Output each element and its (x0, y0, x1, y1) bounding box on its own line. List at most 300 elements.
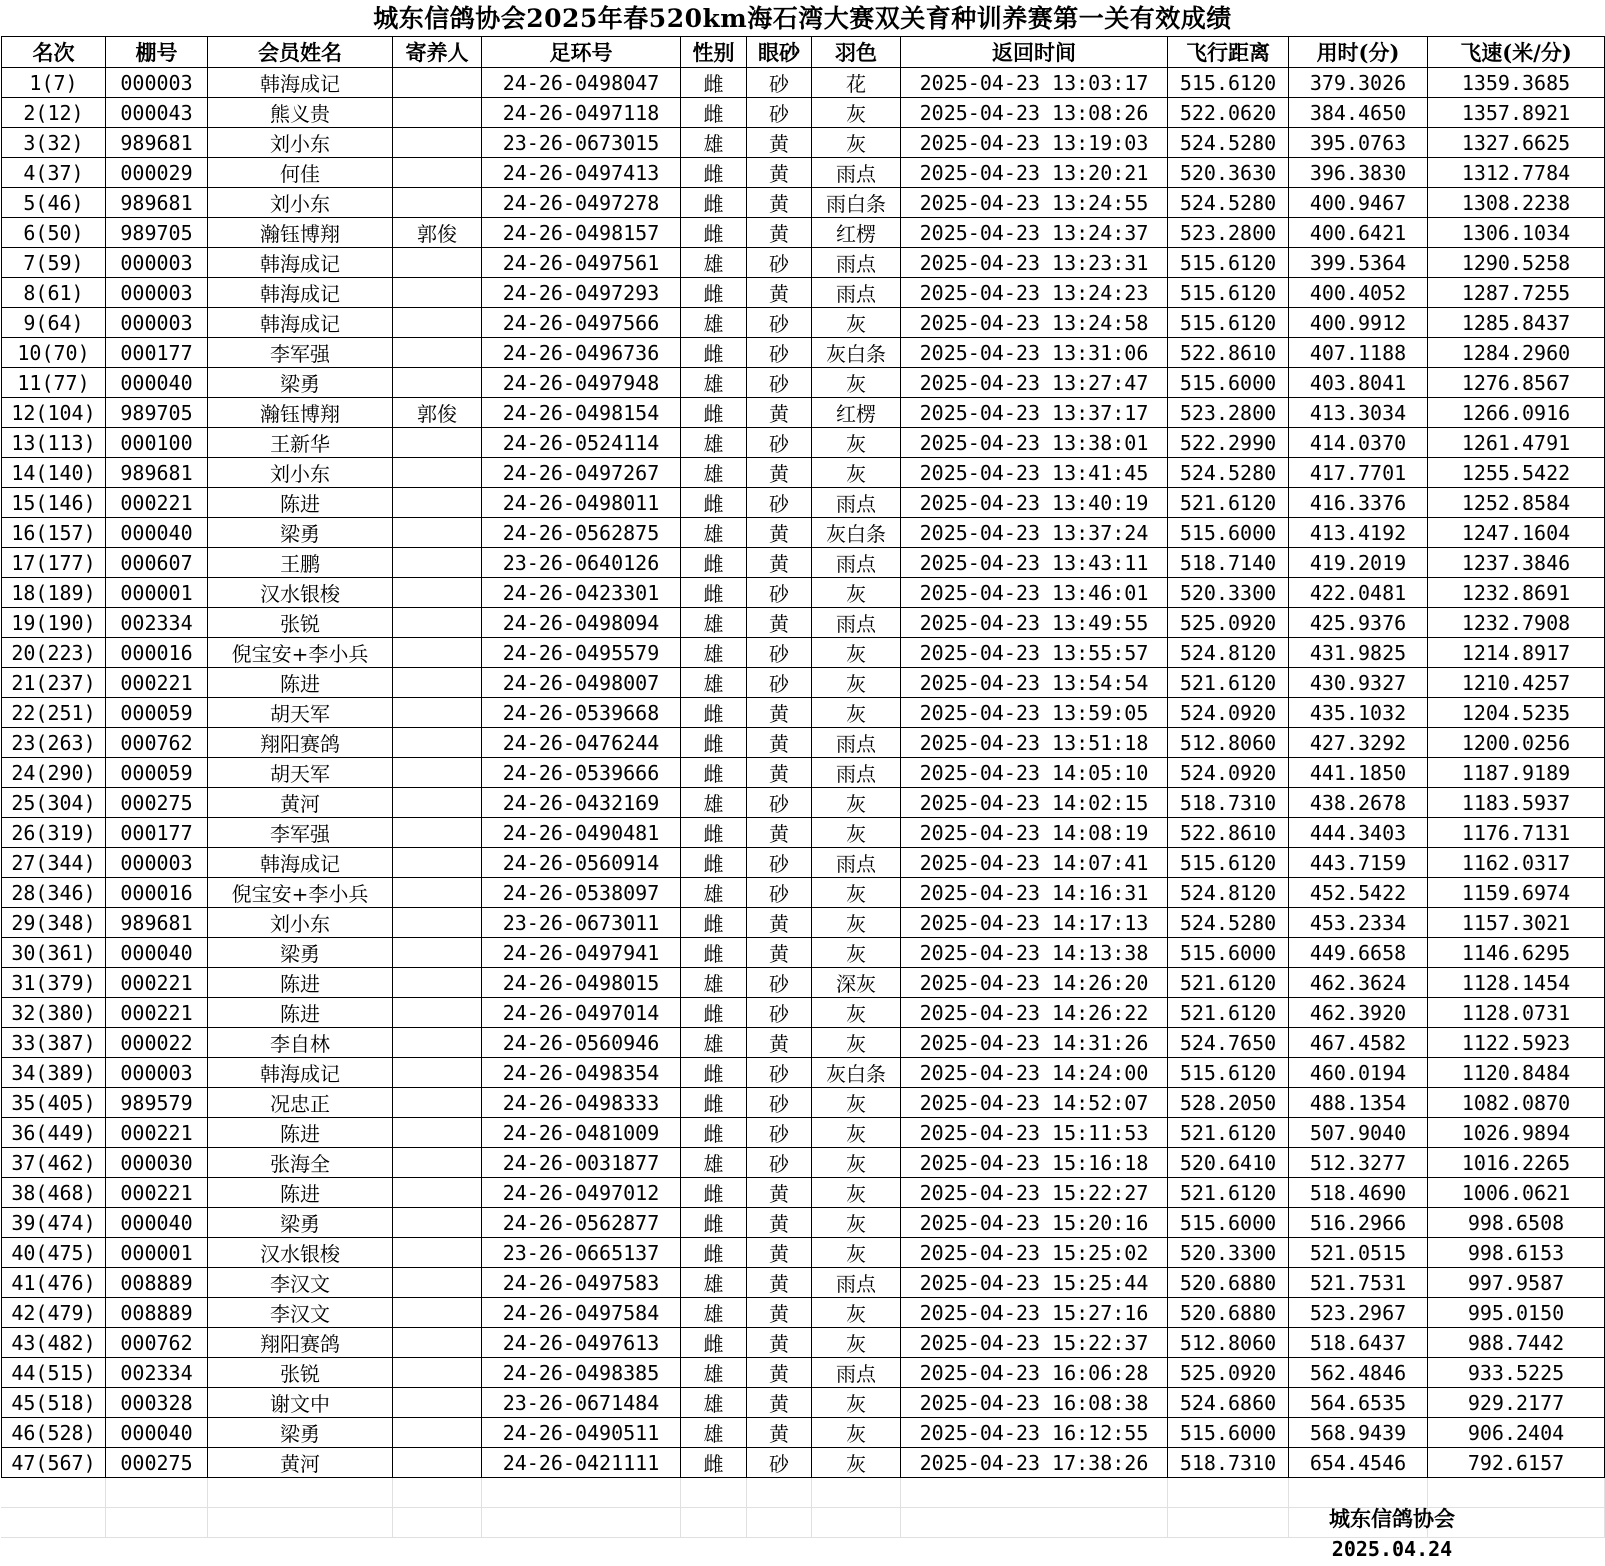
cell-sex: 雄 (681, 878, 747, 908)
cell-member: 梁勇 (208, 938, 393, 968)
cell-eye: 黄 (747, 128, 812, 158)
cell-color: 灰 (812, 1238, 901, 1268)
cell-distance: 521.6120 (1168, 1178, 1289, 1208)
cell-loft: 000022 (106, 1028, 208, 1058)
cell-foster (393, 158, 482, 188)
cell-eye: 黄 (747, 818, 812, 848)
cell-rank: 18(189) (2, 578, 106, 608)
cell-speed: 1284.2960 (1428, 338, 1605, 368)
cell-duration: 384.4650 (1289, 98, 1428, 128)
table-row (2, 908, 1605, 938)
cell-ring: 24-26-0498015 (482, 968, 681, 998)
cell-speed: 1157.3021 (1428, 908, 1605, 938)
cell-sex: 雌 (681, 278, 747, 308)
cell-speed: 1120.8484 (1428, 1058, 1605, 1088)
cell-ring: 24-26-0562877 (482, 1208, 681, 1238)
table-row (2, 218, 1605, 248)
results-body (2, 68, 1605, 1478)
cell-return-time: 2025-04-23 14:02:15 (901, 788, 1168, 818)
table-row (2, 1238, 1605, 1268)
cell-foster (393, 668, 482, 698)
cell-speed: 1247.1604 (1428, 518, 1605, 548)
cell-rank: 6(50) (2, 218, 106, 248)
cell-rank: 25(304) (2, 788, 106, 818)
empty-cell (746, 1478, 811, 1508)
cell-color: 灰 (812, 668, 901, 698)
cell-distance: 515.6000 (1168, 1418, 1289, 1448)
cell-sex: 雄 (681, 1388, 747, 1418)
empty-cell (392, 1478, 481, 1508)
table-row (2, 758, 1605, 788)
cell-ring: 24-26-0497012 (482, 1178, 681, 1208)
cell-rank: 21(237) (2, 668, 106, 698)
empty-cell (900, 1508, 1167, 1538)
cell-eye: 砂 (747, 998, 812, 1028)
cell-color: 灰 (812, 998, 901, 1028)
cell-speed: 1183.5937 (1428, 788, 1605, 818)
cell-ring: 24-26-0497584 (482, 1298, 681, 1328)
cell-foster (393, 458, 482, 488)
cell-loft: 000328 (106, 1388, 208, 1418)
cell-foster (393, 368, 482, 398)
cell-distance: 525.0920 (1168, 608, 1289, 638)
cell-distance: 525.0920 (1168, 1358, 1289, 1388)
table-row (2, 578, 1605, 608)
cell-distance: 515.6000 (1168, 518, 1289, 548)
cell-color: 灰 (812, 308, 901, 338)
cell-duration: 425.9376 (1289, 608, 1428, 638)
cell-member: 汉水银梭 (208, 578, 393, 608)
cell-eye: 砂 (747, 248, 812, 278)
cell-member: 倪宝安+李小兵 (208, 878, 393, 908)
cell-foster (393, 1298, 482, 1328)
cell-duration: 414.0370 (1289, 428, 1428, 458)
cell-rank: 28(346) (2, 878, 106, 908)
cell-rank: 11(77) (2, 368, 106, 398)
cell-loft: 000003 (106, 1058, 208, 1088)
cell-foster (393, 758, 482, 788)
cell-duration: 417.7701 (1289, 458, 1428, 488)
cell-distance: 515.6000 (1168, 368, 1289, 398)
cell-eye: 砂 (747, 578, 812, 608)
table-row (2, 938, 1605, 968)
empty-cell (1167, 1508, 1288, 1538)
cell-color: 雨点 (812, 608, 901, 638)
empty-cell (900, 1478, 1167, 1508)
cell-rank: 5(46) (2, 188, 106, 218)
cell-member: 张锐 (208, 1358, 393, 1388)
cell-sex: 雄 (681, 1148, 747, 1178)
cell-loft: 000059 (106, 758, 208, 788)
cell-rank: 23(263) (2, 728, 106, 758)
empty-cell (1, 1478, 105, 1508)
cell-return-time: 2025-04-23 14:31:26 (901, 1028, 1168, 1058)
table-row (2, 278, 1605, 308)
cell-sex: 雌 (681, 158, 747, 188)
table-row (2, 1058, 1605, 1088)
cell-return-time: 2025-04-23 13:43:11 (901, 548, 1168, 578)
cell-distance: 520.3300 (1168, 1238, 1289, 1268)
cell-speed: 1210.4257 (1428, 668, 1605, 698)
cell-loft: 000003 (106, 278, 208, 308)
cell-speed: 1232.8691 (1428, 578, 1605, 608)
cell-sex: 雌 (681, 1058, 747, 1088)
cell-rank: 17(177) (2, 548, 106, 578)
cell-distance: 523.2800 (1168, 218, 1289, 248)
cell-foster (393, 518, 482, 548)
table-row (2, 98, 1605, 128)
empty-cell (207, 1478, 392, 1508)
cell-color: 深灰 (812, 968, 901, 998)
cell-foster (393, 878, 482, 908)
cell-speed: 1237.3846 (1428, 548, 1605, 578)
cell-foster (393, 698, 482, 728)
cell-ring: 24-26-0498385 (482, 1358, 681, 1388)
cell-ring: 24-26-0490511 (482, 1418, 681, 1448)
cell-member: 韩海成记 (208, 1058, 393, 1088)
empty-cell (680, 1478, 746, 1508)
cell-foster (393, 1028, 482, 1058)
cell-foster (393, 938, 482, 968)
cell-ring: 24-26-0562875 (482, 518, 681, 548)
cell-distance: 522.8610 (1168, 818, 1289, 848)
cell-distance: 528.2050 (1168, 1088, 1289, 1118)
table-row (2, 998, 1605, 1028)
cell-member: 胡天军 (208, 698, 393, 728)
table-row (2, 398, 1605, 428)
cell-duration: 507.9040 (1289, 1118, 1428, 1148)
cell-duration: 443.7159 (1289, 848, 1428, 878)
cell-rank: 4(37) (2, 158, 106, 188)
cell-sex: 雌 (681, 1238, 747, 1268)
cell-rank: 7(59) (2, 248, 106, 278)
cell-duration: 430.9327 (1289, 668, 1428, 698)
cell-rank: 46(528) (2, 1418, 106, 1448)
cell-sex: 雌 (681, 1328, 747, 1358)
cell-sex: 雌 (681, 1448, 747, 1478)
cell-color: 雨点 (812, 158, 901, 188)
cell-distance: 522.0620 (1168, 98, 1289, 128)
cell-sex: 雄 (681, 248, 747, 278)
cell-loft: 000762 (106, 728, 208, 758)
cell-member: 王新华 (208, 428, 393, 458)
cell-distance: 518.7140 (1168, 548, 1289, 578)
cell-color: 灰 (812, 1178, 901, 1208)
cell-sex: 雌 (681, 758, 747, 788)
cell-ring: 24-26-0539666 (482, 758, 681, 788)
cell-speed: 1187.9189 (1428, 758, 1605, 788)
cell-member: 谢文中 (208, 1388, 393, 1418)
cell-loft: 000043 (106, 98, 208, 128)
cell-member: 梁勇 (208, 368, 393, 398)
cell-member: 李军强 (208, 338, 393, 368)
cell-eye: 砂 (747, 1118, 812, 1148)
cell-color: 雨点 (812, 1358, 901, 1388)
cell-color: 灰 (812, 1388, 901, 1418)
cell-speed: 998.6508 (1428, 1208, 1605, 1238)
cell-member: 刘小东 (208, 128, 393, 158)
cell-rank: 41(476) (2, 1268, 106, 1298)
cell-loft: 000221 (106, 488, 208, 518)
cell-color: 灰 (812, 1148, 901, 1178)
cell-distance: 515.6000 (1168, 1208, 1289, 1238)
cell-loft: 002334 (106, 608, 208, 638)
cell-foster (393, 68, 482, 98)
cell-sex: 雄 (681, 518, 747, 548)
cell-rank: 20(223) (2, 638, 106, 668)
cell-duration: 416.3376 (1289, 488, 1428, 518)
empty-cell (481, 1478, 680, 1508)
cell-sex: 雌 (681, 398, 747, 428)
cell-foster (393, 98, 482, 128)
cell-speed: 1261.4791 (1428, 428, 1605, 458)
col-header-foster: 寄养人 (393, 37, 482, 68)
cell-ring: 24-26-0497267 (482, 458, 681, 488)
cell-duration: 441.1850 (1289, 758, 1428, 788)
cell-speed: 933.5225 (1428, 1358, 1605, 1388)
cell-eye: 黄 (747, 908, 812, 938)
cell-duration: 431.9825 (1289, 638, 1428, 668)
cell-ring: 24-26-0423301 (482, 578, 681, 608)
cell-return-time: 2025-04-23 14:05:10 (901, 758, 1168, 788)
cell-sex: 雄 (681, 1358, 747, 1388)
cell-distance: 524.5280 (1168, 128, 1289, 158)
cell-duration: 523.2967 (1289, 1298, 1428, 1328)
cell-eye: 黄 (747, 278, 812, 308)
cell-ring: 24-26-0560946 (482, 1028, 681, 1058)
cell-return-time: 2025-04-23 13:20:21 (901, 158, 1168, 188)
cell-member: 王鹏 (208, 548, 393, 578)
cell-member: 张海全 (208, 1148, 393, 1178)
cell-foster (393, 308, 482, 338)
cell-sex: 雌 (681, 1208, 747, 1238)
cell-eye: 砂 (747, 1058, 812, 1088)
cell-loft: 989681 (106, 908, 208, 938)
cell-member: 陈进 (208, 1178, 393, 1208)
cell-color: 灰白条 (812, 338, 901, 368)
cell-ring: 24-26-0497413 (482, 158, 681, 188)
cell-speed: 1200.0256 (1428, 728, 1605, 758)
cell-return-time: 2025-04-23 13:19:03 (901, 128, 1168, 158)
cell-eye: 黄 (747, 1388, 812, 1418)
cell-member: 韩海成记 (208, 848, 393, 878)
cell-return-time: 2025-04-23 16:08:38 (901, 1388, 1168, 1418)
cell-eye: 黄 (747, 938, 812, 968)
cell-distance: 524.5280 (1168, 188, 1289, 218)
cell-foster (393, 1118, 482, 1148)
cell-rank: 33(387) (2, 1028, 106, 1058)
cell-foster (393, 128, 482, 158)
cell-speed: 1016.2265 (1428, 1148, 1605, 1178)
cell-sex: 雌 (681, 938, 747, 968)
cell-duration: 462.3624 (1289, 968, 1428, 998)
cell-return-time: 2025-04-23 13:54:54 (901, 668, 1168, 698)
table-row (2, 788, 1605, 818)
cell-color: 雨点 (812, 728, 901, 758)
cell-member: 陈进 (208, 968, 393, 998)
cell-duration: 395.0763 (1289, 128, 1428, 158)
cell-distance: 524.8120 (1168, 878, 1289, 908)
cell-rank: 34(389) (2, 1058, 106, 1088)
cell-member: 瀚钰博翔 (208, 218, 393, 248)
cell-rank: 12(104) (2, 398, 106, 428)
cell-eye: 砂 (747, 98, 812, 128)
cell-distance: 524.7650 (1168, 1028, 1289, 1058)
cell-return-time: 2025-04-23 13:38:01 (901, 428, 1168, 458)
cell-ring: 24-26-0498157 (482, 218, 681, 248)
cell-speed: 1146.6295 (1428, 938, 1605, 968)
cell-loft: 008889 (106, 1268, 208, 1298)
cell-color: 灰 (812, 428, 901, 458)
empty-cell (105, 1478, 207, 1508)
cell-sex: 雌 (681, 488, 747, 518)
cell-sex: 雌 (681, 818, 747, 848)
cell-foster (393, 1178, 482, 1208)
cell-eye: 黄 (747, 1418, 812, 1448)
cell-foster (393, 248, 482, 278)
table-row (2, 668, 1605, 698)
cell-ring: 23-26-0673015 (482, 128, 681, 158)
cell-foster (393, 1058, 482, 1088)
cell-speed: 988.7442 (1428, 1328, 1605, 1358)
cell-return-time: 2025-04-23 13:08:26 (901, 98, 1168, 128)
cell-loft: 989705 (106, 398, 208, 428)
cell-rank: 19(190) (2, 608, 106, 638)
cell-color: 花 (812, 68, 901, 98)
cell-ring: 24-26-0497014 (482, 998, 681, 1028)
cell-sex: 雄 (681, 128, 747, 158)
cell-eye: 砂 (747, 1088, 812, 1118)
cell-ring: 24-26-0497293 (482, 278, 681, 308)
cell-member: 黄河 (208, 1448, 393, 1478)
cell-speed: 1204.5235 (1428, 698, 1605, 728)
cell-return-time: 2025-04-23 13:41:45 (901, 458, 1168, 488)
cell-distance: 520.6410 (1168, 1148, 1289, 1178)
cell-return-time: 2025-04-23 15:20:16 (901, 1208, 1168, 1238)
cell-duration: 435.1032 (1289, 698, 1428, 728)
empty-cell (1, 1508, 105, 1538)
cell-loft: 000016 (106, 638, 208, 668)
cell-distance: 524.6860 (1168, 1388, 1289, 1418)
cell-return-time: 2025-04-23 13:51:18 (901, 728, 1168, 758)
cell-duration: 453.2334 (1289, 908, 1428, 938)
cell-foster (393, 188, 482, 218)
cell-sex: 雌 (681, 338, 747, 368)
cell-loft: 000003 (106, 308, 208, 338)
table-row (2, 488, 1605, 518)
cell-return-time: 2025-04-23 13:03:17 (901, 68, 1168, 98)
cell-loft: 000100 (106, 428, 208, 458)
cell-rank: 2(12) (2, 98, 106, 128)
cell-loft: 000001 (106, 1238, 208, 1268)
cell-speed: 997.9587 (1428, 1268, 1605, 1298)
cell-foster (393, 1418, 482, 1448)
cell-loft: 000003 (106, 68, 208, 98)
table-row (2, 548, 1605, 578)
cell-speed: 1327.6625 (1428, 128, 1605, 158)
cell-foster (393, 1148, 482, 1178)
cell-ring: 24-26-0497561 (482, 248, 681, 278)
cell-rank: 38(468) (2, 1178, 106, 1208)
footer-org: 城东信鸽协会 (1329, 1506, 1455, 1531)
cell-ring: 24-26-0498154 (482, 398, 681, 428)
table-row (2, 248, 1605, 278)
table-row (2, 308, 1605, 338)
cell-eye: 黄 (747, 398, 812, 428)
cell-speed: 1082.0870 (1428, 1088, 1605, 1118)
cell-speed: 1255.5422 (1428, 458, 1605, 488)
cell-duration: 518.4690 (1289, 1178, 1428, 1208)
cell-return-time: 2025-04-23 13:59:05 (901, 698, 1168, 728)
cell-speed: 1290.5258 (1428, 248, 1605, 278)
cell-loft: 000029 (106, 158, 208, 188)
cell-duration: 460.0194 (1289, 1058, 1428, 1088)
cell-speed: 1266.0916 (1428, 398, 1605, 428)
cell-loft: 000003 (106, 248, 208, 278)
cell-distance: 523.2800 (1168, 398, 1289, 428)
cell-member: 黄河 (208, 788, 393, 818)
cell-duration: 452.5422 (1289, 878, 1428, 908)
cell-eye: 砂 (747, 968, 812, 998)
cell-loft: 000040 (106, 1208, 208, 1238)
table-row (2, 1268, 1605, 1298)
cell-return-time: 2025-04-23 13:24:37 (901, 218, 1168, 248)
cell-foster (393, 1358, 482, 1388)
cell-return-time: 2025-04-23 15:25:02 (901, 1238, 1168, 1268)
cell-color: 灰白条 (812, 518, 901, 548)
cell-loft: 000001 (106, 578, 208, 608)
cell-loft: 989681 (106, 128, 208, 158)
table-row (2, 878, 1605, 908)
cell-return-time: 2025-04-23 13:37:24 (901, 518, 1168, 548)
cell-return-time: 2025-04-23 15:16:18 (901, 1148, 1168, 1178)
cell-foster: 郭俊 (393, 398, 482, 428)
col-header-rank: 名次 (2, 37, 106, 68)
cell-return-time: 2025-04-23 14:07:41 (901, 848, 1168, 878)
header-row (2, 37, 1605, 68)
cell-duration: 462.3920 (1289, 998, 1428, 1028)
cell-sex: 雄 (681, 308, 747, 338)
cell-color: 雨点 (812, 548, 901, 578)
cell-member: 刘小东 (208, 458, 393, 488)
cell-foster (393, 1388, 482, 1418)
cell-distance: 515.6000 (1168, 938, 1289, 968)
cell-color: 雨点 (812, 248, 901, 278)
cell-foster (393, 818, 482, 848)
cell-eye: 砂 (747, 668, 812, 698)
cell-eye: 黄 (747, 698, 812, 728)
table-row (2, 128, 1605, 158)
cell-duration: 422.0481 (1289, 578, 1428, 608)
cell-rank: 45(518) (2, 1388, 106, 1418)
cell-loft: 000607 (106, 548, 208, 578)
cell-color: 红楞 (812, 218, 901, 248)
cell-sex: 雌 (681, 578, 747, 608)
cell-foster (393, 1088, 482, 1118)
table-row (2, 1328, 1605, 1358)
cell-color: 灰 (812, 98, 901, 128)
cell-ring: 24-26-0497118 (482, 98, 681, 128)
cell-sex: 雄 (681, 608, 747, 638)
cell-color: 灰 (812, 908, 901, 938)
cell-foster (393, 908, 482, 938)
cell-color: 灰 (812, 698, 901, 728)
table-row (2, 1418, 1605, 1448)
empty-cell (481, 1508, 680, 1538)
cell-return-time: 2025-04-23 13:37:17 (901, 398, 1168, 428)
cell-distance: 518.7310 (1168, 788, 1289, 818)
cell-member: 刘小东 (208, 908, 393, 938)
